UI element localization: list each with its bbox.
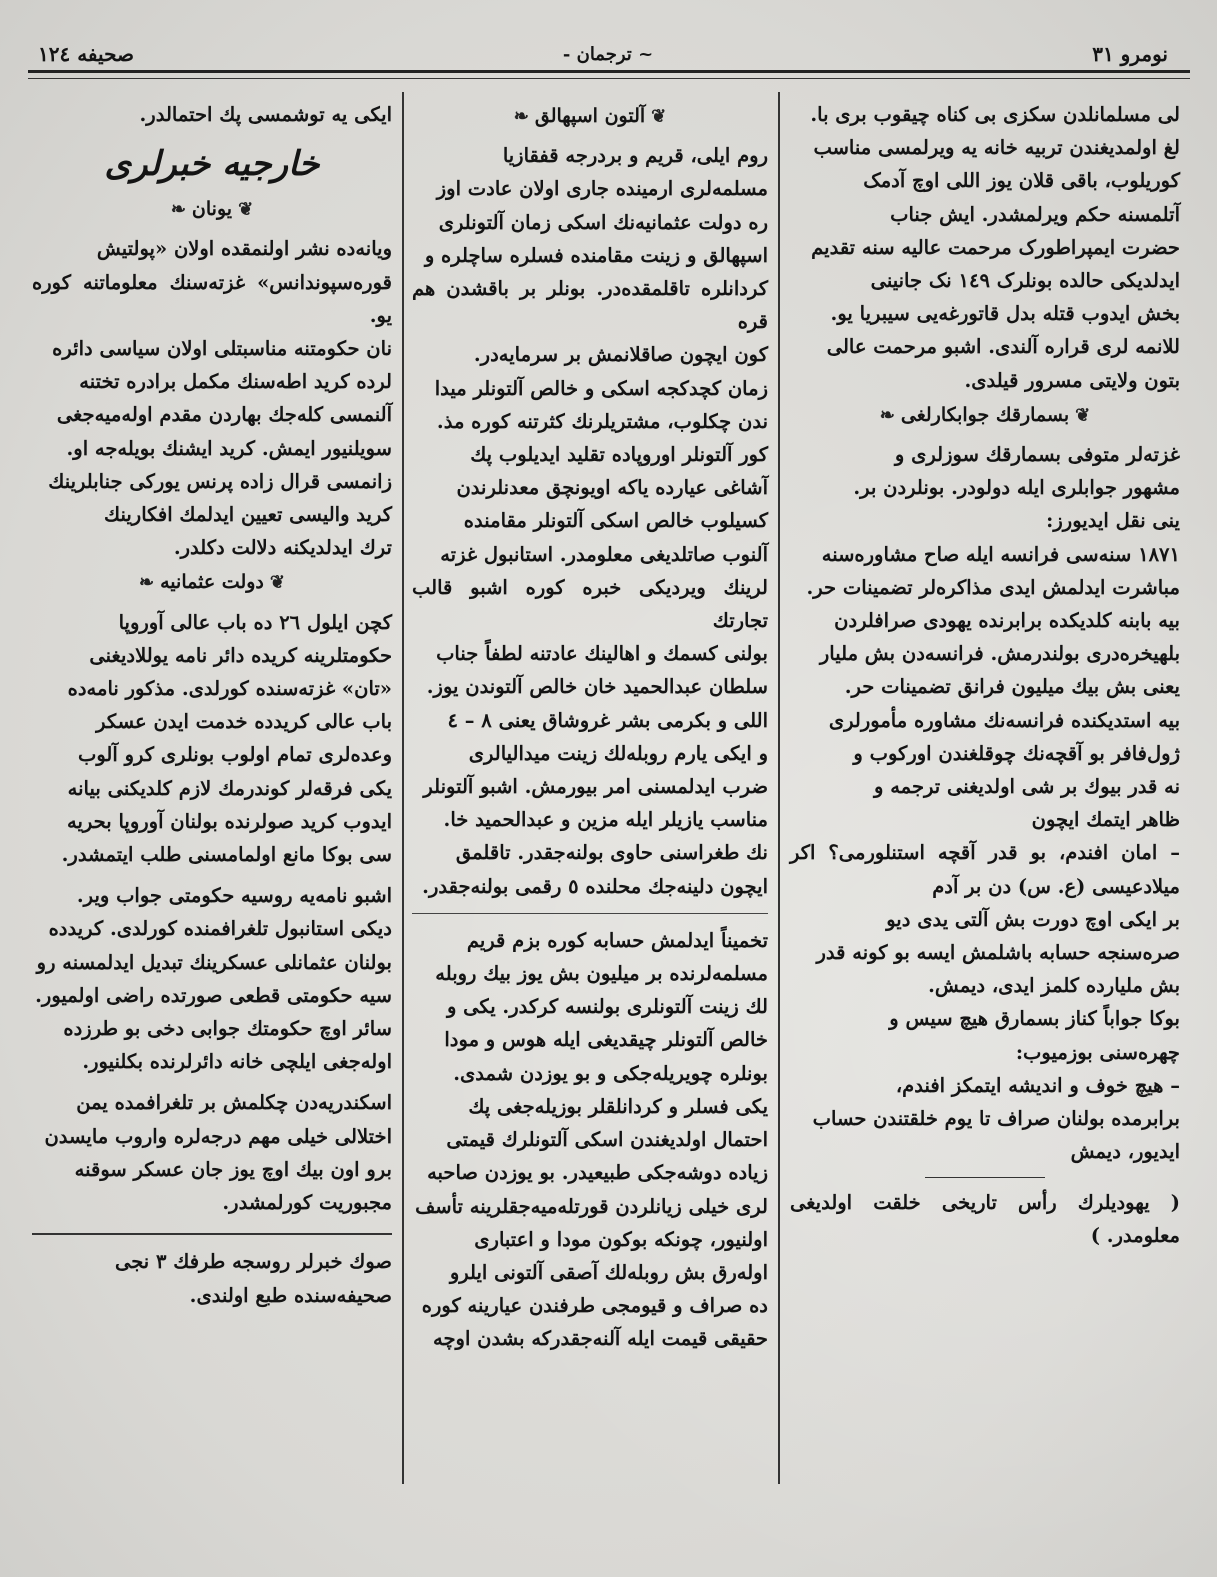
section-title-foreign-news: خارجیه خبرلری bbox=[104, 144, 320, 185]
article-devlet: کچن ایلول ٢٦ ده باب عالی آوروپا حکومتلرینه کریده دائر نامه یوللادیغنی «تان» غزته‌سنده کورلدی. مذکور نامه‌ده باب عالی کریدده خدمت ایدن عسکر وعده‌لری تمام اولوب بونلری کرو آلوب یکی فرقه‌لر کوندرمك لازم کلدیکنی بیانه ایدوب کرید صولرنده بولنان آوروپا بحریه سی بوکا مانع اولمامسنی طلب ایتمشدر. bbox=[61, 610, 392, 867]
ornament-icon: ❧ bbox=[513, 106, 529, 127]
footer-notice: صوك خبرلر روسجه طرفك ٣ نجی صحیفه‌سنده طبع اولندی. bbox=[114, 1250, 392, 1307]
ornament-icon: ~ bbox=[638, 44, 654, 65]
divider bbox=[925, 1177, 1045, 1178]
ornament-icon: ❦ bbox=[651, 106, 667, 127]
header-rule-thin bbox=[28, 78, 1190, 79]
section-heading-altun: ❦آلتون اسپهالق❧ bbox=[412, 100, 768, 133]
column-middle bbox=[412, 98, 768, 1356]
article-calculation: تخمیناً ایدلمش حسابه کوره بزم قریم مسلمه‌لرنده بر میلیون بش یوز بیك روبله لك زینت آلتونلری بولنسه کرکدر. یکی و خالص آلتونلر چیقدیغی ایله هوس و مودا بونلره چویریله‌جکی و بو یوزدن شمدی. یکی فسلر و کردانلقلر بوزیله‌جغی پك احتمال اولدیغندن اسکی آلتونلرك قیمتی زیاده دوشه‌جکی طبیعیدر. بو یوزدن صاحبه لری خیلی زیانلردن قورتله‌میه‌جقلرینه تأسف اولنیور، چونکه بوکون مودا و اعتباری اوله‌رق بش روبله‌لك آصقی آلتونی ایلرو ده صراف و قیومجی طرفندن عیارینه کوره حقیقی قیمت ایله آلنه‌جقدرکه بشدن اوچه bbox=[415, 928, 768, 1351]
ornament-icon: ❦ bbox=[1075, 404, 1091, 426]
section-divider bbox=[412, 913, 768, 914]
section-divider bbox=[32, 1233, 392, 1235]
article-bismarck: غزته‌لر متوفی بسمارقك سوزلری و مشهور جوابلری ایله دولودر. بونلردن بر. ینی نقل ایدیورز: ١٨٧١ سنه‌سی فرانسه ایله صاح مشاوره‌سنه مباشرت ایدلمش ایدی مذاکره‌لر تضمینات حر. بیه بابنه کلدیکده برابرنده یهودی صرافلردن بلهیخره‌دری بولندرمش. فرانسه‌دن بش ملیار یعنی بش بیك میلیون فرانق تضمینات حر. بیه استدیکنده فرانسه‌نك مشاوره مأمورلری ژول‌فافر بو آقچه‌نك چوقلغندن اورکوب و نه قدر بیوك بر شی اولدیغنی ترجمه و ظاهر ایتمك ایچون – امان افندم، بو قدر آقچه استنلورمی؟ اکر میلادعیسی (ع. س) دن بر آدم بر ایکی اوچ دورت بش آلتی یدی دیو صره‌سنجه حسابه باشلمش ایسه بو کونه قدر بش ملیارده کلمز ایدی، دیمش. بوکا جواباً کناز بسمارق هیچ سیس و چهره‌سنی بوزمیوب: – هیچ خوف و اندیشه ایتمکز افندم، برابرمده بولنان صراف تا یوم خلقتندن حساب ایدیور، دیمش bbox=[790, 443, 1180, 1164]
article-russia: اشبو نامه‌یه روسیه حکومتی جواب ویر. دیکی استانبول تلغرافمنده کورلدی. کریدده بولنان عثمانلی عسکرینك تبدیل ایدلمسنه رو سیه حکومتی قطعی صورتده راضی اولمیور. سائر اوچ حکومتك جوابی دخی بو طرزده اوله‌جغی ایلچی خانه دائرلرنده بکلنیور. bbox=[35, 884, 392, 1074]
ornament-icon: ❧ bbox=[139, 572, 155, 594]
article-continuation: ایکی یه توشمسی پك احتمالدر. bbox=[139, 103, 392, 126]
ornament-icon: - bbox=[562, 44, 571, 65]
ornament-icon: ❧ bbox=[879, 404, 895, 426]
page-number: صحيفه ١٢٤ bbox=[38, 42, 134, 66]
ornament-icon: ❦ bbox=[238, 199, 254, 221]
article-yunan: ویانه‌ده نشر اولنمقده اولان «پولتیش قوره‌سپوندانس» غزته‌سنك معلوماتنه کوره یو. نان حکومتنه مناسبتلی اولان سیاسی دائره لرده کرید اطه‌سنك مکمل برادره تختنه آلنمسی کله‌جك بهاردن مقدم اوله‌میه‌جغی سویلنیور ایمش. کرید ایشنك بویله‌جه او. زانمسی قرال زاده پرنس یورکی جنابلرینك کرید والیسی تعیین ایدلمك افکارینك ترك ایدلدیکنه دلالت دکلدر. bbox=[32, 237, 392, 560]
article-continuation: لی مسلمانلدن سکزی بی کناه چیقوب بری با. لغ اولمدیغندن تربیه خانه یه ویرلمسی مناسب کوریلوب، باقی قلان یوز اللی اوچ آدمک آتلمسنه حکم ویرلمشدر. ایش جناب حضرت ایمپراطورک مرحمت عالیه سنه تقدیم ایدلدیکی حالده بونلرک ١٤٩ نک جانینی بخش ایدوب قتله بدل قاتورغه‌یی سیبریا یو. للانمه لری قراره آلندی. اشبو مرحمت عالی بتون ولایتی مسرور قیلدی. bbox=[810, 103, 1180, 392]
newspaper-name: ~ ترجمان - bbox=[562, 44, 654, 65]
article-altun: روم ایلی، قریم و بردرجه قفقازیا مسلمه‌لری ارمینده جاری اولان عادت اوز ره دولت عثمانیه‌نك اسکی زمان آلتونلری اسپهالق و زینت مقامنده فسلره ساچلره و کردانلره تاقلمقده‌در. بونلر بر باقشدن هم قره کون ایچون صاقلانمش بر سرمایه‌در. زمان کچدکجه اسکی و خالص آلتونلر میدا ندن چکلوب، مشتریلرنك کثرتنه کوره مذ. کور آلتونلر اوروپاده تقلید ایدیلوب پك آشاغی عیارده یاکه اویونچق معدنلرندن کسیلوب خالص اسکی آلتونلر مقامنده آلنوب صاتلدیغی معلومدر. استانبول غزته لرینك ویردیکی خبره کوره اشبو قالب تجارتك بولنی کسمك و اهالینك عادتنه لطفاً جناب سلطان عبدالحمید خان خالص آلتوندن یوز. اللی و بکرمی بشر غروشاق یعنی ٨ – ٤ و ایکی یارم روبله‌لك زینت میدالیالری ضرب ایدلمسنی امر بیورمش. اشبو آلتونلر مناسب یازیلر ایله مزین و عبدالحمید خا. نك طغراسنی حاوی بولنه‌جقدر. تاقلمق ایچون دلینه‌جك محلنده ٥ رقمی بولنه‌جقدر. bbox=[412, 144, 768, 898]
ornament-icon: ❦ bbox=[269, 572, 285, 594]
article-yemen: اسکندریه‌دن چکلمش بر تلغرافمده یمن اختلالی خیلی مهم درجه‌لره واروب مایسدن برو اون بیك اوچ یوز جان عسکر سوقنه مجبوریت کورلمشدر. bbox=[44, 1091, 392, 1215]
section-heading-devlet: ❦دولت عثمانیه❧ bbox=[32, 566, 392, 599]
header-rule bbox=[28, 70, 1190, 73]
ornament-icon: ❧ bbox=[170, 199, 186, 221]
section-heading-yunan: ❦یونان❧ bbox=[32, 193, 392, 226]
column-divider bbox=[778, 92, 780, 1484]
issue-number: نومرو ٣١ bbox=[1092, 42, 1168, 66]
column-right bbox=[790, 98, 1180, 1252]
column-divider bbox=[402, 92, 404, 1484]
footnote: ( یهودیلرك رأس تاریخی خلقت اولدیغی معلومدر. ) bbox=[790, 1190, 1180, 1247]
section-heading-bismarck: ❦بسمارقك جوابکارلغی❧ bbox=[790, 399, 1180, 432]
column-left bbox=[32, 98, 392, 1312]
